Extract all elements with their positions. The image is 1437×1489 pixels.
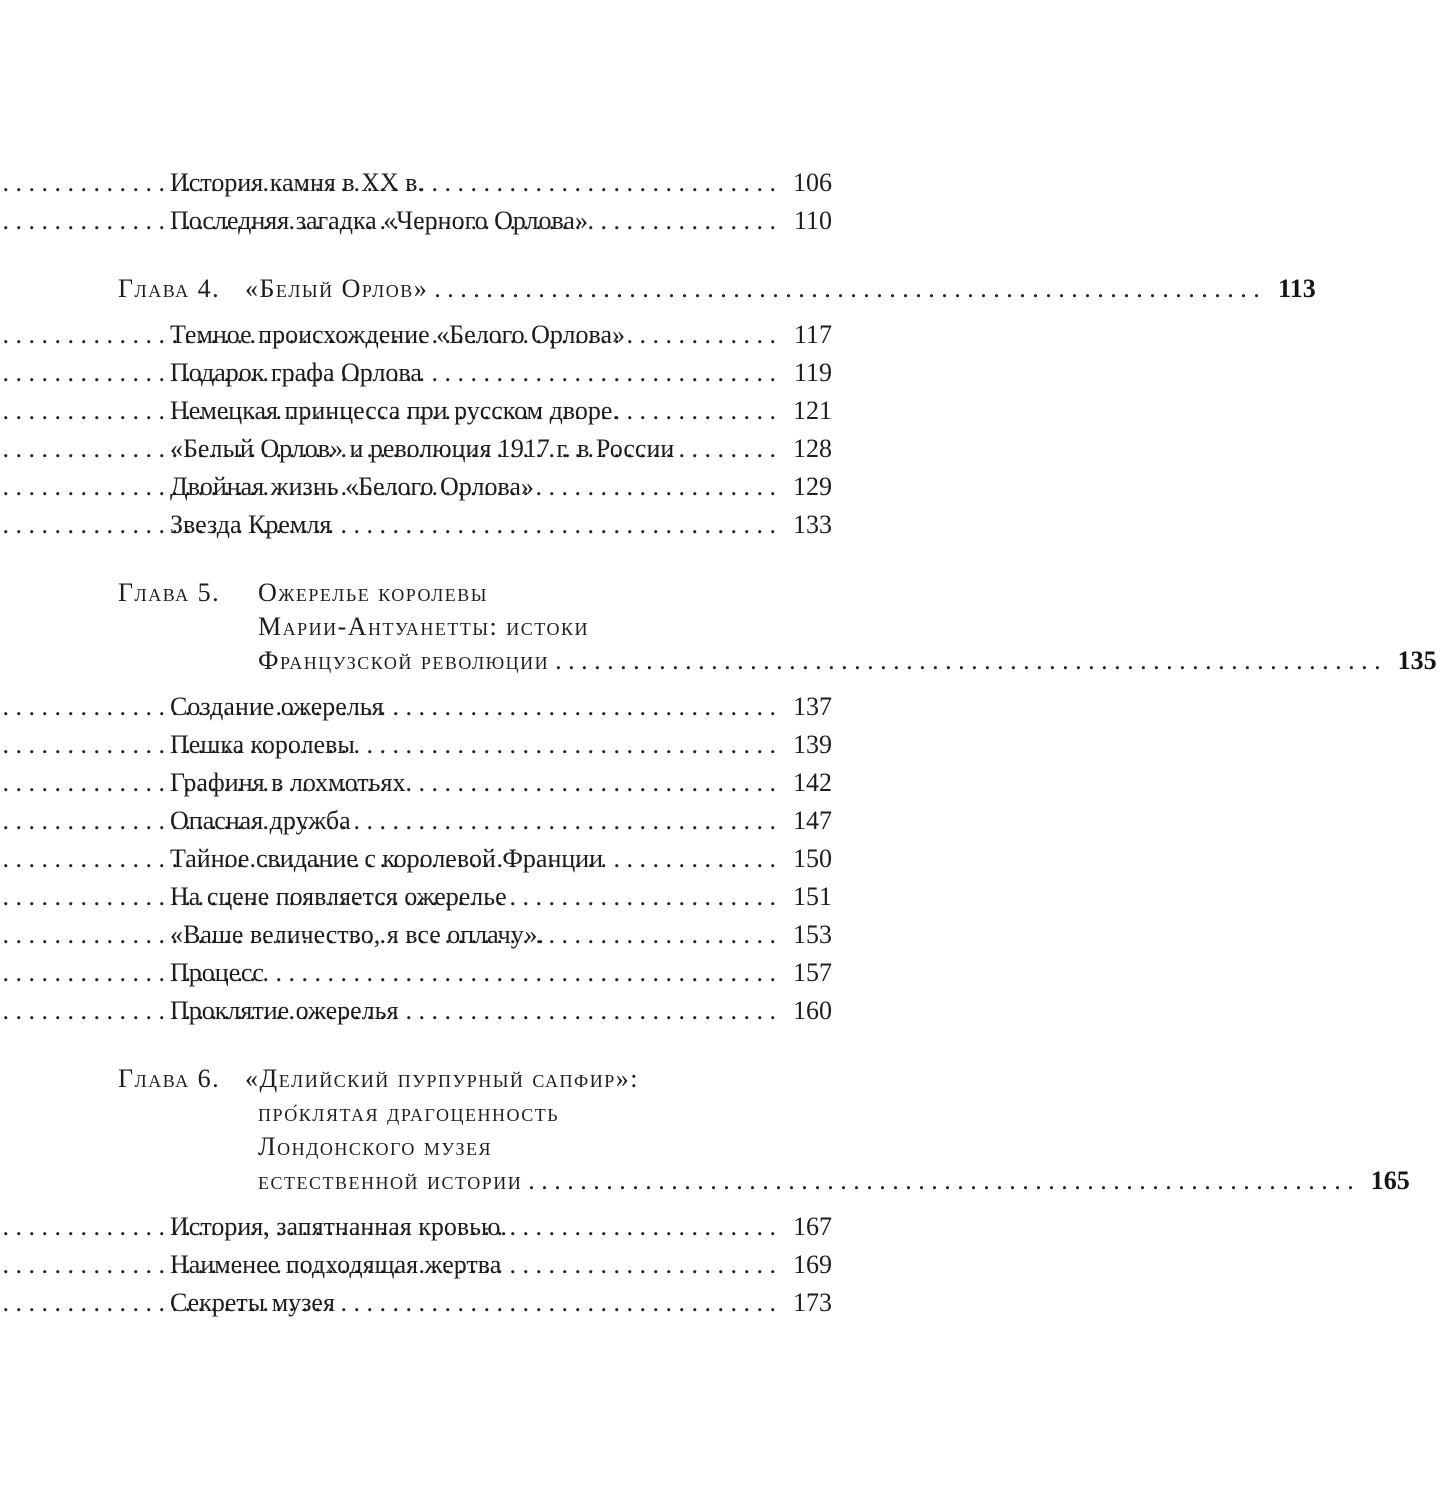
toc-entry-row	[118, 1246, 832, 1284]
chapter-title-block	[245, 272, 1316, 306]
chapter-page-number: 135	[1397, 646, 1437, 675]
chapter-title-text: «Белый Орлов»	[245, 274, 429, 303]
toc-entry-page-number: 160	[793, 996, 832, 1025]
toc-entry-page-number: 153	[793, 920, 832, 949]
dot-leader	[422, 354, 780, 392]
toc-entry-page-number: 110	[793, 206, 832, 235]
toc-entry-row	[118, 202, 832, 240]
toc-entry-row	[118, 726, 832, 764]
toc-entry-title: Секреты музея	[170, 1288, 335, 1317]
toc-entry-page-number: 117	[793, 320, 832, 349]
toc-entry-title: Проклятие ожерелья	[170, 996, 399, 1025]
chapter-title-line	[245, 272, 1316, 306]
chapter-title-text: «Делийский пурпурный сапфир»:	[245, 1064, 639, 1093]
toc-entry-page-number: 173	[793, 1288, 832, 1317]
chapter-title-line	[258, 1164, 1410, 1198]
dot-leader	[544, 916, 780, 954]
toc-entry-title: История камня в XX в.	[170, 168, 424, 197]
toc-entry-title: История, запятнанная кровью.	[170, 1212, 507, 1241]
toc-entry-row	[118, 316, 832, 354]
toc-entry-row	[118, 468, 832, 506]
toc-entry-row	[118, 840, 832, 878]
chapter-title-text: естественной истории	[258, 1166, 523, 1195]
toc-entry-row	[118, 992, 832, 1030]
toc-entry-title: На сцене появляется ожерелье	[170, 882, 507, 911]
toc-entry-title: Подарок графа Орлова	[170, 358, 422, 387]
toc-entry-title: Звезда Кремля	[170, 510, 332, 539]
toc-entry-row	[118, 802, 832, 840]
toc-entry-row	[118, 916, 832, 954]
dot-leader	[619, 392, 780, 430]
dot-leader	[428, 272, 1264, 306]
toc-entry-page-number: 139	[793, 730, 832, 759]
dot-leader	[534, 468, 780, 506]
toc-entry-page-number: 121	[793, 396, 832, 425]
dot-leader	[405, 764, 780, 802]
chapter-title-line	[245, 1062, 1410, 1096]
toc-entry-page-number: 128	[793, 434, 832, 463]
chapter-title-line	[258, 1096, 1410, 1130]
chapter-title-text: Ожерелье королевы	[258, 578, 489, 607]
chapter-title-line	[258, 644, 1437, 678]
dot-leader	[264, 954, 780, 992]
chapter-title-text: Марии-Антуанетты: истоки	[258, 612, 590, 641]
toc-chapter-row	[118, 576, 1437, 678]
dot-leader	[549, 644, 1385, 678]
dot-leader	[355, 726, 780, 764]
toc-entry-row	[118, 688, 832, 726]
toc-entry-page-number: 157	[793, 958, 832, 987]
chapter-title-line	[258, 1130, 1410, 1164]
toc-entry-title: Графиня в лохмотьях	[170, 768, 406, 797]
toc-entry-row	[118, 164, 832, 202]
toc-entry-row	[118, 764, 832, 802]
toc-entry-title: Темное происхождение «Белого Орлова»	[170, 320, 625, 349]
toc-entry-row	[118, 430, 832, 468]
toc-entry-row	[118, 878, 832, 916]
toc-entry-page-number: 133	[793, 510, 832, 539]
table-of-contents	[118, 164, 1437, 1322]
toc-entry-page-number: 169	[793, 1250, 832, 1279]
toc-entry-row	[118, 392, 832, 430]
toc-entry-page-number: 151	[793, 882, 832, 911]
chapter-title-block	[258, 576, 1437, 678]
chapter-title-text: Французской революции	[258, 646, 550, 675]
chapter-title-line	[258, 610, 1437, 644]
dot-leader	[351, 802, 780, 840]
toc-entry-page-number: 147	[793, 806, 832, 835]
toc-entry-title: Немецкая принцесса при русском дворе.	[170, 396, 619, 425]
toc-entry-page-number: 119	[793, 358, 832, 387]
dot-leader	[335, 1284, 780, 1322]
chapter-title-block	[245, 1062, 1410, 1198]
dot-leader	[603, 840, 780, 878]
toc-chapter-row	[118, 272, 1316, 306]
toc-entry-page-number: 142	[793, 768, 832, 797]
toc-entry-page-number: 150	[793, 844, 832, 873]
toc-entry-row	[118, 954, 832, 992]
chapter-page-number: 165	[1370, 1166, 1410, 1195]
toc-entry-title: Пешка королевы	[170, 730, 355, 759]
toc-entry-title: «Белый Орлов» и революция 1917 г. в России	[170, 434, 675, 463]
dot-leader	[625, 316, 780, 354]
chapter-title-text: про́клятая драгоценность	[258, 1098, 560, 1127]
chapter-page-number: 113	[1278, 274, 1316, 303]
chapter-title-line	[258, 576, 1437, 610]
toc-entry-title: Опасная дружба	[170, 806, 351, 835]
toc-entry-title: Процесс	[170, 958, 264, 987]
toc-entry-row	[118, 1284, 832, 1322]
toc-entry-page-number: 167	[793, 1212, 832, 1241]
toc-entry-title: Наименее подходящая жертва	[170, 1250, 502, 1279]
dot-leader	[522, 1164, 1358, 1198]
toc-entry-row	[118, 354, 832, 392]
toc-entry-title: Создание ожерелья	[170, 692, 384, 721]
dot-leader	[674, 430, 780, 468]
toc-entry-row	[118, 506, 832, 544]
toc-entry-title: «Ваше величество, я все оплачу».	[170, 920, 544, 949]
chapter-title-text: Лондонского музея	[258, 1132, 492, 1161]
toc-entry-title: Последняя загадка «Черного Орлова»	[170, 206, 588, 235]
toc-entry-title: Двойная жизнь «Белого Орлова»	[170, 472, 534, 501]
toc-entry-title: Тайное свидание с королевой Франции	[170, 844, 604, 873]
dot-leader	[507, 878, 780, 916]
toc-entry-row	[118, 1208, 832, 1246]
dot-leader	[384, 688, 780, 726]
dot-leader	[424, 164, 780, 202]
dot-leader	[588, 202, 780, 240]
toc-entry-page-number: 129	[793, 472, 832, 501]
chapter-label: Глава 5.	[118, 578, 221, 607]
dot-leader	[399, 992, 780, 1030]
dot-leader	[507, 1208, 780, 1246]
chapter-label: Глава 4.	[118, 274, 221, 303]
toc-entry-page-number: 137	[793, 692, 832, 721]
toc-chapter-row	[118, 1062, 1410, 1198]
toc-entry-page-number: 106	[793, 168, 832, 197]
dot-leader	[331, 506, 780, 544]
dot-leader	[501, 1246, 780, 1284]
chapter-label: Глава 6.	[118, 1064, 221, 1093]
